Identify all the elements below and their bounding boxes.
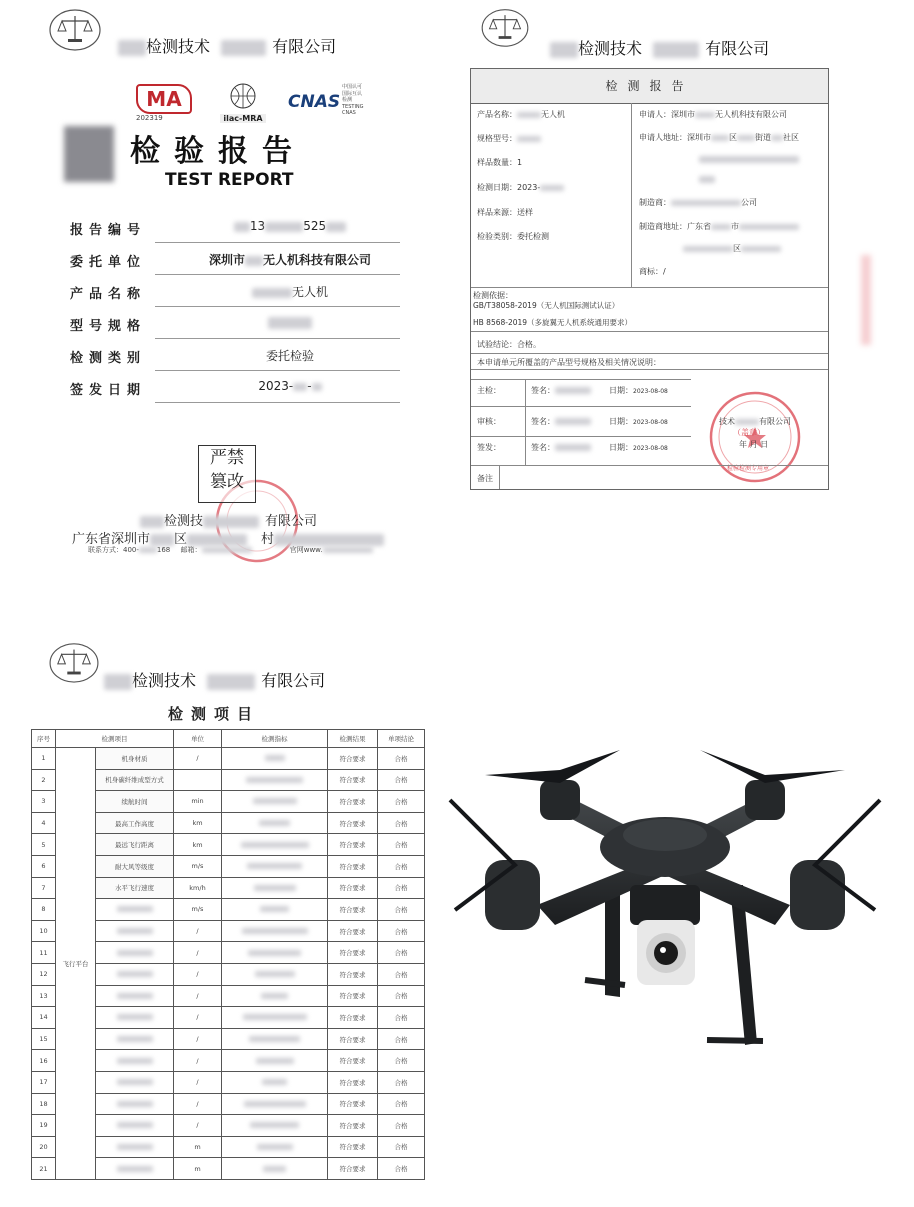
cma-logo: MA 202319 — [136, 84, 192, 124]
indicator-cell — [222, 855, 328, 877]
unit-cell: / — [174, 748, 222, 770]
report-cover — [0, 0, 455, 600]
report-number-row: 报告编号 13 525 — [60, 213, 400, 243]
globe-icon — [220, 82, 266, 110]
test-item — [96, 1115, 174, 1137]
result-cell: 符合要求 — [328, 1007, 378, 1029]
group-cell: 飞行平台 — [56, 748, 96, 1180]
drone-product-image — [445, 735, 885, 1055]
test-item: 耐大风等级度 — [96, 855, 174, 877]
scope-statement: 本申请单元所覆盖的产品型号规格及相关情况说明： — [477, 358, 661, 367]
ilac-mra-logo: ilac-MRA — [220, 82, 266, 122]
footer-company: 检测技 有限公司 — [140, 510, 317, 529]
verdict-cell: 合格 — [378, 920, 425, 942]
cnas-logo: CNAS 中国认可 国际互认 检测 TESTING CNAS — [288, 84, 364, 116]
unit-cell: / — [174, 1093, 222, 1115]
unit-cell: / — [174, 942, 222, 964]
unit-cell: / — [174, 920, 222, 942]
unit-cell: / — [174, 1115, 222, 1137]
unit-cell: / — [174, 1028, 222, 1050]
test-item — [96, 1028, 174, 1050]
row-number: 16 — [32, 1050, 56, 1072]
scale-emblem-icon — [480, 6, 530, 48]
indicator-cell — [222, 877, 328, 899]
result-cell: 符合要求 — [328, 899, 378, 921]
result-cell: 符合要求 — [328, 834, 378, 856]
result-cell: 符合要求 — [328, 985, 378, 1007]
test-item — [96, 1050, 174, 1072]
unit-cell: / — [174, 1050, 222, 1072]
unit-cell: km/h — [174, 877, 222, 899]
indicator-cell — [222, 1007, 328, 1029]
quantity-field: 样品数量：1 — [477, 158, 523, 167]
indicator-cell — [222, 963, 328, 985]
verdict-cell: 合格 — [378, 1007, 425, 1029]
indicator-cell — [222, 1136, 328, 1158]
verdict-cell: 合格 — [378, 963, 425, 985]
verdict-cell: 合格 — [378, 748, 425, 770]
verdict-cell: 合格 — [378, 1115, 425, 1137]
unit-cell: km — [174, 834, 222, 856]
qr-code — [64, 126, 114, 182]
test-type-row: 检测类别 委托检验 — [60, 341, 400, 371]
row-number: 2 — [32, 769, 56, 791]
company-name: 检测技术 有限公司 — [550, 36, 769, 59]
applicant-field: 申请人：深圳市 无人机科技有限公司 — [639, 110, 787, 119]
indicator-cell — [222, 769, 328, 791]
table-header-row: 序号 检测项目 单位 检测指标 检测结果 单项结论 — [32, 730, 425, 748]
stamp-company: 技术 有限公司 — [719, 417, 791, 426]
company-name: 检测技术 有限公司 — [118, 34, 336, 57]
tamper-stamp: 严禁 篡改 — [198, 445, 256, 503]
test-items-table — [31, 729, 425, 1180]
verdict-cell: 合格 — [378, 834, 425, 856]
stamp-ring-text: 检验检测专用章 — [727, 465, 770, 472]
verdict-cell: 合格 — [378, 942, 425, 964]
row-number: 7 — [32, 877, 56, 899]
row-number: 15 — [32, 1028, 56, 1050]
test-item — [96, 963, 174, 985]
indicator-cell — [222, 920, 328, 942]
result-cell: 符合要求 — [328, 1093, 378, 1115]
footer-contact: 联系方式：400- 168 邮箱： 官网www. — [88, 545, 373, 555]
indicator-cell — [222, 1093, 328, 1115]
verdict-cell: 合格 — [378, 1093, 425, 1115]
indicator-cell — [222, 985, 328, 1007]
applicant-address-field: 申请人地址：深圳市 区 街道 社区 — [639, 133, 799, 142]
unit-cell: m/s — [174, 855, 222, 877]
test-item: 机身材质 — [96, 748, 174, 770]
report-title-en: TEST REPORT — [165, 170, 294, 190]
product-name-row: 产品名称 无人机 — [60, 277, 400, 307]
verdict-cell: 合格 — [378, 985, 425, 1007]
indicator-cell — [222, 791, 328, 813]
unit-cell: / — [174, 1071, 222, 1093]
indicator-cell — [222, 899, 328, 921]
row-number: 17 — [32, 1071, 56, 1093]
result-cell: 符合要求 — [328, 920, 378, 942]
stamp-seal-label: （盖章） — [733, 428, 765, 437]
row-number: 6 — [32, 855, 56, 877]
row-number: 4 — [32, 812, 56, 834]
row-number: 19 — [32, 1115, 56, 1137]
unit-cell: / — [174, 985, 222, 1007]
result-cell: 符合要求 — [328, 942, 378, 964]
row-number: 12 — [32, 963, 56, 985]
unit-cell: m — [174, 1136, 222, 1158]
unit-cell — [174, 769, 222, 791]
verdict-cell: 合格 — [378, 1158, 425, 1180]
result-cell: 符合要求 — [328, 963, 378, 985]
verdict-cell: 合格 — [378, 1050, 425, 1072]
verdict-cell: 合格 — [378, 877, 425, 899]
detail-report-header: 检测报告 — [471, 69, 828, 104]
manufacturer-field: 制造商： 公司 — [639, 198, 757, 207]
row-number: 5 — [32, 834, 56, 856]
footer-address: 广东省深圳市 区 村 — [72, 528, 384, 547]
scale-emblem-icon — [48, 640, 100, 684]
result-cell: 符合要求 — [328, 877, 378, 899]
result-cell: 符合要求 — [328, 748, 378, 770]
indicator-cell — [222, 1071, 328, 1093]
indicator-cell — [222, 1028, 328, 1050]
model-row: 型号规格 — [60, 309, 400, 339]
test-item: 最远飞行距离 — [96, 834, 174, 856]
test-item — [96, 985, 174, 1007]
row-number: 8 — [32, 899, 56, 921]
verdict-cell: 合格 — [378, 769, 425, 791]
row-number: 20 — [32, 1136, 56, 1158]
test-item — [96, 899, 174, 921]
unit-cell: m — [174, 1158, 222, 1180]
indicator-cell — [222, 1050, 328, 1072]
issue-date-row: 签发日期 2023- - — [60, 373, 400, 403]
result-cell: 符合要求 — [328, 1071, 378, 1093]
test-item — [96, 942, 174, 964]
verdict-cell: 合格 — [378, 1028, 425, 1050]
unit-cell: / — [174, 1007, 222, 1029]
verdict-cell: 合格 — [378, 812, 425, 834]
basis-standard-2: HB 8568-2019（多旋翼无人机系统通用要求） — [473, 318, 633, 327]
remark-label: 备注 — [477, 474, 493, 483]
test-item — [96, 1158, 174, 1180]
indicator-cell — [222, 812, 328, 834]
result-cell: 符合要求 — [328, 1136, 378, 1158]
model-field: 规格型号： — [477, 133, 541, 144]
detail-report: 检测报告 产品名称： 无人机 规格型号： 样品数量：1 检测日期：2023- 样品来源：送样 检验类别：委托检测 申请人：深圳市 无人机科技有限公司 申请人地址：深圳市 区 街道 社区 制造商： 公司 制造商地址：广东省 市 区 商标：/ 检测依据： GB/T38058-2019（无人机国际测试认证） HB 8568-2019（多旋翼无人机系统通用要求） 试验结论：合格。 本申请单元所覆盖的产品型号规格及相关情况说明： 主检： 签名： 日期：2023-08-08 审核： 签名： 日期：2023-08-08 签发： 签名： 日期：2023-08-08 技术 有限公司 （盖章） 年 月 日 检验检测专用章 备注 — [470, 68, 829, 490]
test-item: 最高工作高度 — [96, 812, 174, 834]
signature-block: 主检： 签名： 日期：2023-08-08 审核： 签名： 日期：2023-08-08 签发： 签名： 日期：2023-08-08 — [471, 379, 691, 465]
report-title: 检验报告 — [130, 134, 306, 169]
indicator-cell — [222, 834, 328, 856]
verdict-cell: 合格 — [378, 1136, 425, 1158]
sample-source-field: 样品来源：送样 — [477, 208, 533, 217]
result-cell: 符合要求 — [328, 1158, 378, 1180]
client-row: 委托单位 深圳市 无人机科技有限公司 — [60, 245, 400, 275]
test-items-title: 检测项目 — [168, 705, 261, 723]
verdict-cell: 合格 — [378, 899, 425, 921]
stamp-date: 年 月 日 — [739, 440, 769, 449]
company-name: 检测技术 有限公司 — [104, 668, 325, 691]
result-cell: 符合要求 — [328, 1115, 378, 1137]
result-cell: 符合要求 — [328, 855, 378, 877]
row-number: 11 — [32, 942, 56, 964]
row-number: 13 — [32, 985, 56, 1007]
test-item: 机身碳纤维成型方式 — [96, 769, 174, 791]
test-item — [96, 920, 174, 942]
test-item: 水平飞行速度 — [96, 877, 174, 899]
test-item — [96, 1093, 174, 1115]
result-cell: 符合要求 — [328, 769, 378, 791]
indicator-cell — [222, 1158, 328, 1180]
indicator-cell — [222, 1115, 328, 1137]
manufacturer-address-field: 制造商地址：广东省 市 — [639, 221, 799, 232]
row-number: 1 — [32, 748, 56, 770]
scale-emblem-icon — [48, 6, 102, 52]
product-name-field: 产品名称： 无人机 — [477, 110, 565, 119]
unit-cell: m/s — [174, 899, 222, 921]
test-item: 续航时间 — [96, 791, 174, 813]
result-cell: 符合要求 — [328, 791, 378, 813]
test-category-field: 检验类别：委托检测 — [477, 232, 549, 241]
row-number: 21 — [32, 1158, 56, 1180]
row-number: 18 — [32, 1093, 56, 1115]
test-item — [96, 1071, 174, 1093]
unit-cell: / — [174, 963, 222, 985]
trademark-field: 商标：/ — [639, 267, 666, 276]
row-number: 10 — [32, 920, 56, 942]
row-number: 3 — [32, 791, 56, 813]
unit-cell: km — [174, 812, 222, 834]
row-number: 14 — [32, 1007, 56, 1029]
basis-label: 检测依据： — [473, 291, 513, 300]
result-cell: 符合要求 — [328, 1050, 378, 1072]
test-item — [96, 1136, 174, 1158]
verdict-cell: 合格 — [378, 791, 425, 813]
unit-cell: min — [174, 791, 222, 813]
basis-standard-1: GB/T38058-2019（无人机国际测试认证） — [473, 301, 620, 310]
verdict-cell: 合格 — [378, 855, 425, 877]
indicator-cell — [222, 942, 328, 964]
verdict-cell: 合格 — [378, 1071, 425, 1093]
table-row — [32, 748, 425, 770]
indicator-cell — [222, 748, 328, 770]
result-cell: 符合要求 — [328, 812, 378, 834]
conclusion: 试验结论：合格。 — [477, 340, 541, 349]
test-date-field: 检测日期：2023- — [477, 182, 564, 193]
result-cell: 符合要求 — [328, 1028, 378, 1050]
test-item — [96, 1007, 174, 1029]
